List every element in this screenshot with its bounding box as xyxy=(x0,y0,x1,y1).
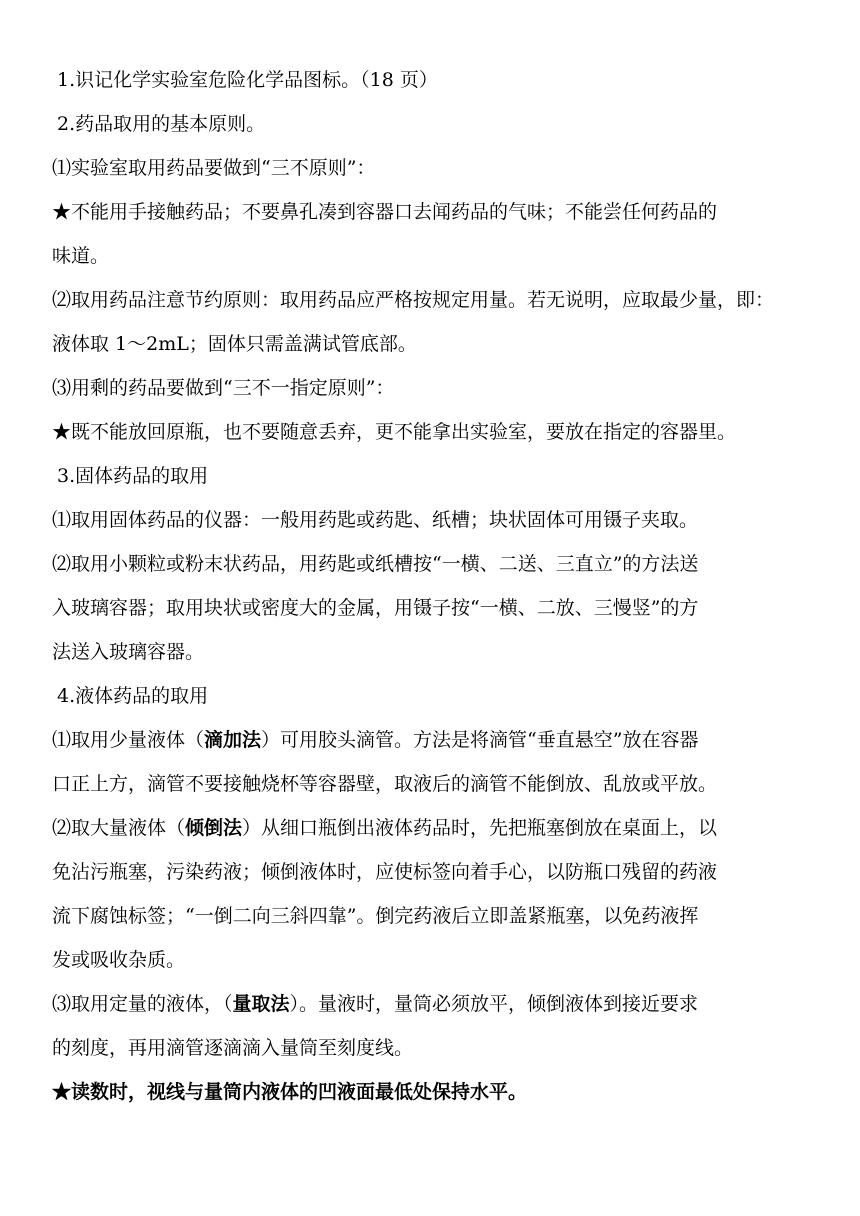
paragraph-line xyxy=(52,982,812,1026)
paragraph-line xyxy=(52,806,812,850)
bold-term: 量取法 xyxy=(232,993,290,1015)
text-span: ⑶取用定量的液体，（ xyxy=(52,993,233,1015)
text-span: ）。量液时，量筒必须放平，倾倒液体到接近要求 xyxy=(289,993,699,1015)
paragraph-line: 液体取 1～2mL；固体只需盖满试管底部。 xyxy=(52,333,417,355)
paragraph-line: ⑴实验室取用药品要做到“三不原则”： xyxy=(52,157,376,179)
paragraph-line: ⑵取用小颗粒或粉末状药品，用药匙或纸槽按“一横、二送、三直立”的方法送 xyxy=(52,553,699,575)
text-span: ⑵取大量液体（ xyxy=(52,817,186,839)
text-span: ）可用胶头滴管。方法是将滴管“垂直悬空”放在容器 xyxy=(261,729,699,751)
paragraph-line xyxy=(52,718,812,762)
paragraph-line: ★不能用手接触药品；不要鼻孔凑到容器口去闻药品的气味；不能尝任何药品的 xyxy=(52,201,718,223)
bold-key-point: ★读数时，视线与量筒内液体的凹液面最低处保持水平。 xyxy=(52,1081,528,1103)
text-span: ）从细口瓶倒出液体药品时，先把瓶塞倒放在桌面上，以 xyxy=(242,817,718,839)
text-span: ⑴取用少量液体（ xyxy=(52,729,205,751)
section-heading-1: 1.识记化学实验室危险化学品图标。（18 页） xyxy=(57,69,438,91)
paragraph-line: 口正上方，滴管不要接触烧杯等容器壁，取液后的滴管不能倒放、乱放或平放。 xyxy=(52,773,718,795)
section-heading-4: 4.液体药品的取用 xyxy=(57,685,209,707)
paragraph-line: 流下腐蚀标签；“一倒二向三斜四靠”。倒完药液后立即盖紧瓶塞，以免药液挥 xyxy=(52,905,699,927)
paragraph-line: 入玻璃容器；取用块状或密度大的金属，用镊子按“一横、二放、三慢竖”的方 xyxy=(52,597,699,619)
paragraph-line: 发或吸收杂质。 xyxy=(52,949,186,971)
bold-term: 滴加法 xyxy=(204,729,262,751)
paragraph-line: 味道。 xyxy=(52,245,110,267)
paragraph-line: 法送入玻璃容器。 xyxy=(52,641,205,663)
section-heading-2: 2.药品取用的基本原则。 xyxy=(57,113,266,135)
paragraph-line: ⑴取用固体药品的仪器：一般用药匙或药匙、纸槽；块状固体可用镊子夹取。 xyxy=(52,509,699,531)
bold-term: 倾倒法 xyxy=(185,817,243,839)
paragraph-line: ⑵取用药品注意节约原则：取用药品应严格按规定用量。若无说明，应取最少量，即： xyxy=(52,289,775,311)
document-page xyxy=(52,58,812,1114)
paragraph-line: 免沾污瓶塞，污染药液；倾倒液体时，应使标签向着手心，以防瓶口残留的药液 xyxy=(52,861,718,883)
paragraph-line: 的刻度，再用滴管逐滴滴入量筒至刻度线。 xyxy=(52,1037,414,1059)
section-heading-3: 3.固体药品的取用 xyxy=(57,465,209,487)
paragraph-line: ⑶用剩的药品要做到“三不一指定原则”： xyxy=(52,377,395,399)
paragraph-line: ★既不能放回原瓶，也不要随意丢弃，更不能拿出实验室，要放在指定的容器里。 xyxy=(52,421,737,443)
